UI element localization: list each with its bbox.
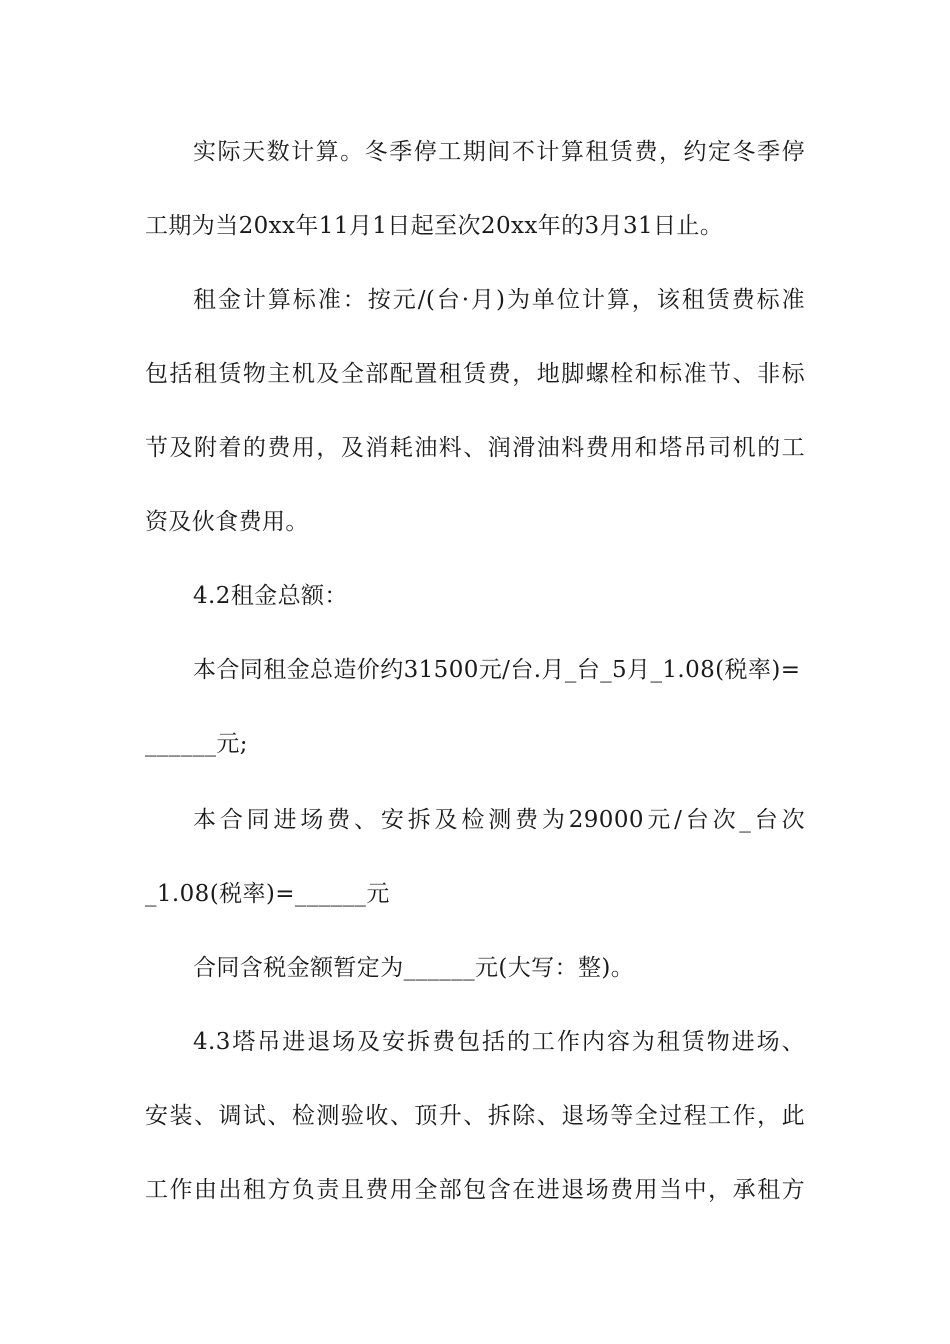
paragraph-line-3: 租金计算标准：按元/(台·月)为单位计算，该租赁费标准: [193, 287, 805, 313]
paragraph-line-6: 资及伙食费用。: [145, 509, 309, 535]
paragraph-line-11: _1.08(税率)=______元: [145, 881, 390, 907]
paragraph-line-12: 合同含税金额暂定为______元(大写：整)。: [193, 955, 635, 981]
section-heading-4-2: 4.2租金总额：: [193, 583, 348, 609]
paragraph-line-14: 安装、调试、检测验收、顶升、拆除、退场等全过程工作，此: [145, 1103, 805, 1129]
paragraph-line-10: 本合同进场费、安拆及检测费为29000元/台次_台次: [193, 807, 805, 833]
paragraph-line-15: 工作由出租方负责且费用全部包含在进退场费用当中，承租方: [145, 1177, 805, 1203]
paragraph-line-8: 本合同租金总造价约31500元/台.月_台_5月_1.08(税率)=: [193, 657, 801, 683]
paragraph-line-4: 包括租赁物主机及全部配置租赁费，地脚螺栓和标准节、非标: [145, 361, 805, 387]
paragraph-line-1: 实际天数计算。冬季停工期间不计算租赁费，约定冬季停: [193, 139, 805, 165]
paragraph-line-13: 4.3塔吊进退场及安拆费包括的工作内容为租赁物进场、: [193, 1029, 805, 1055]
paragraph-line-5: 节及附着的费用，及消耗油料、润滑油料费用和塔吊司机的工: [145, 435, 805, 461]
paragraph-line-9: ______元;: [145, 731, 248, 757]
paragraph-line-2: 工期为当20xx年11月1日起至次20xx年的3月31日止。: [145, 213, 724, 239]
